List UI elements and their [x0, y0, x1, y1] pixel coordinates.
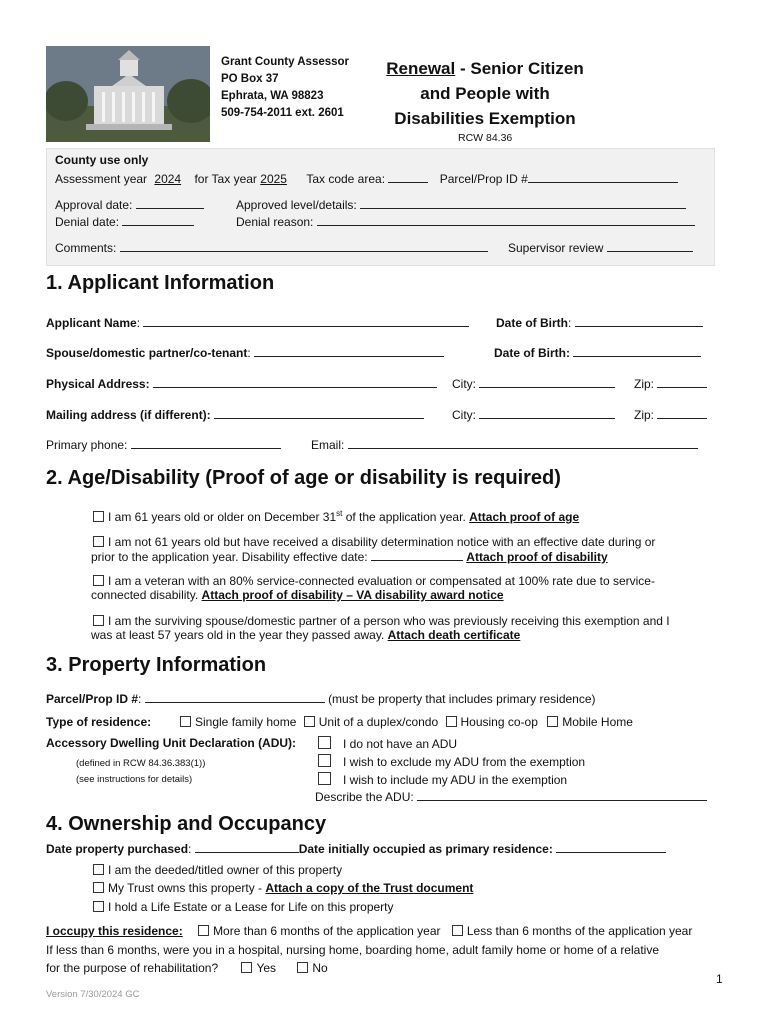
checkbox-yes[interactable]: [241, 962, 252, 973]
dob-row: Date of Birth:: [496, 315, 703, 330]
title-part: - Senior Citizen: [455, 59, 584, 78]
tax-code-field[interactable]: [388, 171, 428, 183]
rcw-ref: RCW 84.36: [458, 132, 513, 144]
own-option-text: I am the deeded/titled owner of this property: [108, 863, 343, 877]
adu-option-text: I do not have an ADU: [343, 737, 458, 751]
county-heading: County use only: [55, 153, 149, 167]
adu-defined: (defined in RCW 84.36.383(1)): [76, 758, 206, 769]
checkbox-single-family[interactable]: [180, 716, 191, 727]
zip-row: [634, 376, 707, 391]
adu-describe-label: Describe the ADU:: [315, 790, 414, 804]
checkbox[interactable]: [93, 615, 104, 626]
title-part: and People with: [420, 84, 550, 103]
parcel-label: Parcel/Prop ID #: [439, 172, 528, 186]
adu-label: Accessory Dwelling Unit Declaration (ADU):: [46, 736, 297, 750]
own-option-text: I hold a Life Estate or a Lease for Life on this property: [108, 900, 394, 914]
adu-option-2[interactable]: [318, 754, 585, 769]
checkbox[interactable]: [93, 901, 104, 912]
attach-trust-doc: Attach a copy of the Trust document: [265, 881, 474, 895]
comments-text: Comments:: [55, 241, 117, 255]
approval-date-field[interactable]: [136, 197, 204, 209]
checkbox-coop[interactable]: [446, 716, 457, 727]
no-text: No: [312, 961, 328, 975]
mailing-row: [46, 407, 424, 422]
comments-field[interactable]: [120, 240, 488, 252]
checkbox-duplex[interactable]: [304, 716, 315, 727]
email-field[interactable]: [348, 437, 698, 449]
less6-text: Less than 6 months of the application year: [466, 924, 693, 938]
occupy-row: [46, 924, 692, 938]
option-text: I am a veteran with an 80% service-connected evaluation or compensated at 100% rate due to service-: [108, 574, 655, 588]
checkbox[interactable]: [93, 575, 104, 586]
city2-row: [452, 407, 615, 422]
city-label: City:: [452, 377, 476, 391]
parcel-field[interactable]: [528, 171, 678, 183]
assessment-year-value: 2024: [154, 172, 182, 186]
date-purchased-field[interactable]: [195, 841, 299, 853]
type-residence-options: [180, 715, 633, 729]
hospital-line2: [46, 961, 328, 975]
approved-level-label: [236, 197, 686, 212]
tax-year-label: for Tax year: [194, 172, 257, 186]
courthouse-logo: [46, 46, 210, 142]
physical-field[interactable]: [153, 376, 437, 388]
section4-heading: 4. Ownership and Occupancy: [46, 813, 327, 835]
type-option: Unit of a duplex/condo: [318, 715, 439, 729]
dob2-field[interactable]: [573, 345, 701, 357]
option-sup: st: [336, 509, 343, 518]
supervisor-label: [508, 240, 693, 255]
option-text: connected disability.: [91, 588, 199, 602]
checkbox-more6[interactable]: [198, 925, 209, 936]
physical-label: Physical Address:: [46, 377, 150, 391]
approved-level-text: Approved level/details:: [236, 198, 357, 212]
type-option: Single family home: [195, 715, 297, 729]
checkbox-less6[interactable]: [452, 925, 463, 936]
page-number: 1: [716, 972, 723, 986]
denial-reason-label: [236, 214, 695, 229]
checkbox[interactable]: [93, 536, 104, 547]
checkbox[interactable]: [93, 864, 104, 875]
spouse-label: Spouse/domestic partner/co-tenant: [46, 346, 248, 360]
adu-option-text: I wish to include my ADU in the exemption: [343, 773, 568, 787]
denial-reason-field[interactable]: [317, 214, 695, 226]
spouse-field[interactable]: [254, 345, 444, 357]
section1-heading: 1. Applicant Information: [46, 272, 275, 294]
section3-heading: 3. Property Information: [46, 654, 267, 676]
phone-row: [46, 437, 281, 452]
tax-code-label: Tax code area:: [306, 172, 386, 186]
zip2-field[interactable]: [657, 407, 707, 419]
attach-va-award: Attach proof of disability – VA disability award notice: [201, 588, 504, 602]
adu-describe-row: [315, 789, 707, 804]
applicant-name-field[interactable]: [143, 315, 469, 327]
disability-date-field[interactable]: [371, 549, 463, 561]
comments-label: [55, 240, 488, 255]
date-purchased-label: Date property purchased: [46, 842, 189, 856]
parcel-field-s3[interactable]: [145, 691, 325, 703]
assessment-year-label: Assessment year: [55, 172, 148, 186]
supervisor-field[interactable]: [607, 240, 693, 252]
dob-label: Date of Birth: [496, 316, 568, 330]
zip2-row: [634, 407, 707, 422]
option-text: I am not 61 years old but have received a disability determination notice with an effective date during or: [108, 535, 656, 549]
dob-field[interactable]: [575, 315, 703, 327]
approval-date-label: [55, 197, 204, 212]
checkbox-no[interactable]: [297, 962, 308, 973]
address-line: PO Box 37: [221, 73, 279, 85]
type-option: Housing co-op: [460, 715, 538, 729]
city2-field[interactable]: [479, 407, 615, 419]
zip-field[interactable]: [657, 376, 707, 388]
attach-proof-disability: Attach proof of disability: [466, 550, 608, 564]
assessment-year-row: [55, 171, 678, 186]
own-option-text: My Trust owns this property -: [108, 881, 263, 895]
denial-date-text: Denial date:: [55, 215, 120, 229]
section2-heading: 2. Age/Disability (Proof of age or disability is required): [46, 467, 561, 489]
adu-describe-field[interactable]: [417, 789, 707, 801]
zip2-label: Zip:: [634, 408, 655, 422]
email-row: [311, 437, 698, 452]
zip-label: Zip:: [634, 377, 655, 391]
mailing-field[interactable]: [214, 407, 424, 419]
approval-date-text: Approval date:: [55, 198, 133, 212]
own-option-2[interactable]: [93, 881, 473, 895]
option-text: I am 61 years old or older on December 31: [108, 510, 337, 524]
adu-option-text: I wish to exclude my ADU from the exemption: [343, 755, 586, 769]
denial-date-label: [55, 214, 194, 229]
checkbox[interactable]: [318, 736, 331, 749]
phone-label: Primary phone:: [46, 438, 128, 452]
adu-see: (see instructions for details): [76, 774, 193, 785]
supervisor-text: Supervisor review: [508, 241, 604, 255]
more6-text: More than 6 months of the application year: [213, 924, 441, 938]
mailing-label: Mailing address (if different):: [46, 408, 211, 422]
assessor-address: [221, 54, 349, 122]
option-text: was at least 57 years old in the year they passed away.: [91, 628, 385, 642]
age-option-2[interactable]: [93, 535, 655, 549]
parcel-row: Parcel/Prop ID #: (must be property that includes primary residence): [46, 692, 596, 706]
yes-text: Yes: [256, 961, 277, 975]
spouse-row: Spouse/domestic partner/co-tenant:: [46, 345, 444, 360]
address-line: Ephrata, WA 98823: [221, 90, 324, 102]
applicant-name-row: Applicant Name:: [46, 315, 469, 330]
option-text: prior to the application year. Disability effective date:: [91, 550, 368, 564]
parcel-note: (must be property that includes primary residence): [328, 692, 596, 706]
tax-year-value: 2025: [260, 172, 287, 186]
occupy-label: I occupy this residence:: [46, 924, 183, 938]
age-option-4[interactable]: [93, 614, 670, 628]
denial-date-field[interactable]: [122, 214, 194, 226]
applicant-name-label: Applicant Name: [46, 316, 137, 330]
age-option-3-line2: [91, 588, 504, 602]
address-line: 509-754-2011 ext. 2601: [221, 107, 344, 119]
option-text: I am the surviving spouse/domestic partner of a person who was previously receiving this exemption and I: [108, 614, 670, 628]
dob2-row: [494, 345, 701, 360]
age-option-4-line2: [91, 628, 520, 642]
date-occupied-field[interactable]: [556, 841, 666, 853]
hospital-line1: If less than 6 months, were you in a hospital, nursing home, boarding home, adult family home or home of a relative: [46, 943, 659, 957]
age-option-1[interactable]: [93, 509, 579, 524]
type-option: Mobile Home: [562, 715, 633, 729]
own-option-1[interactable]: [93, 863, 342, 877]
city-field[interactable]: [479, 376, 615, 388]
attach-proof-age: Attach proof of age: [469, 510, 580, 524]
hospital-text: for the purpose of rehabilitation?: [46, 961, 219, 975]
age-option-2-line2: [91, 549, 608, 564]
attach-death-cert: Attach death certificate: [387, 628, 521, 642]
checkbox-mobile[interactable]: [547, 716, 558, 727]
approved-level-field[interactable]: [360, 197, 686, 209]
date-purchased-row: Date property purchased: Date initially occupied as primary residence:: [46, 841, 666, 856]
age-option-3[interactable]: [93, 574, 655, 588]
checkbox[interactable]: [318, 772, 331, 785]
option-text: of the application year.: [342, 510, 466, 524]
adu-option-1[interactable]: [318, 736, 457, 751]
title-renewal: Renewal: [386, 59, 456, 78]
date-occupied-label: Date initially occupied as primary residence:: [298, 842, 553, 856]
own-option-3[interactable]: [93, 900, 394, 914]
phone-field[interactable]: [131, 437, 281, 449]
adu-option-3[interactable]: [318, 772, 567, 787]
checkbox[interactable]: [93, 511, 104, 522]
dob2-label: Date of Birth:: [494, 346, 570, 360]
form-title: [380, 56, 590, 131]
address-line: Grant County Assessor: [221, 56, 350, 68]
title-part: Disabilities Exemption: [394, 109, 576, 128]
type-residence-label: Type of residence:: [46, 715, 152, 729]
city-row: [452, 376, 615, 391]
checkbox[interactable]: [318, 754, 331, 767]
version-footer: Version 7/30/2024 GC: [46, 989, 140, 1000]
email-label: Email:: [311, 438, 345, 452]
city2-label: City:: [452, 408, 476, 422]
denial-reason-text: Denial reason:: [236, 215, 314, 229]
checkbox[interactable]: [93, 882, 104, 893]
parcel-label: Parcel/Prop ID #: [46, 692, 139, 706]
physical-row: [46, 376, 437, 391]
